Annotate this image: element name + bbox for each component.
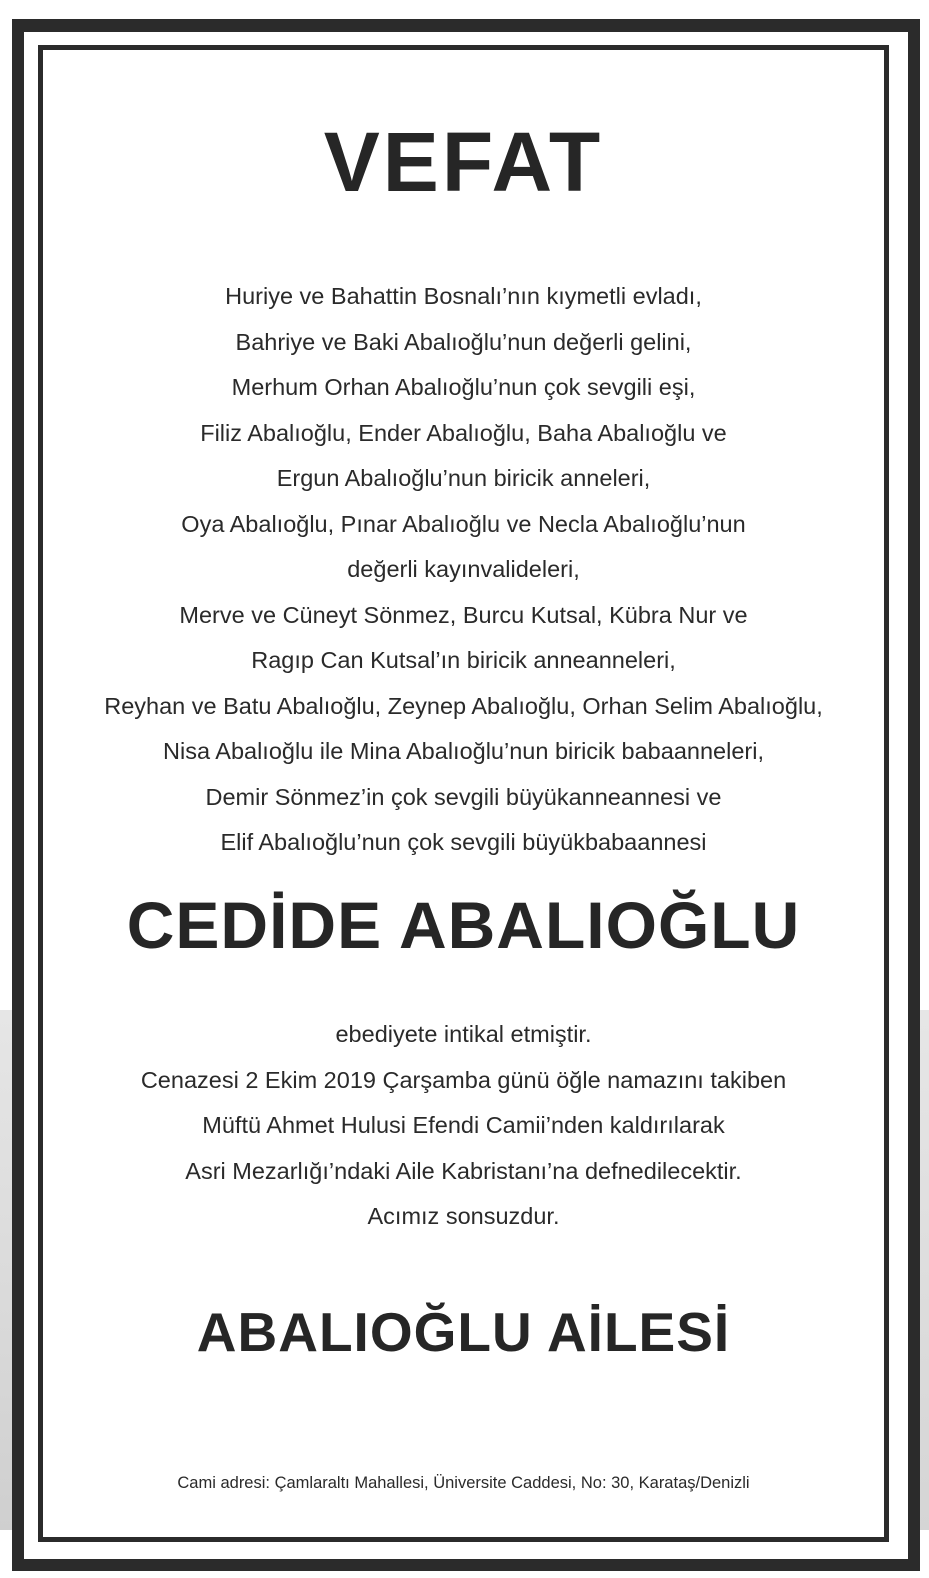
closing-line: ebediyete intikal etmiştir. <box>335 1021 592 1047</box>
obituary-notice <box>38 45 889 1542</box>
intro-line: Filiz Abalıoğlu, Ender Abalıoğlu, Baha Abalıoğlu ve <box>200 419 727 446</box>
intro-line: Ergun Abalıoğlu’nun biricik anneleri, <box>276 465 651 491</box>
intro-line: Merhum Orhan Abalıoğlu’nun çok sevgili eşi, <box>231 374 696 400</box>
intro-line: Reyhan ve Batu Abalıoğlu, Zeynep Abalıoğlu, Orhan Selim Abalıoğlu, <box>104 692 823 719</box>
notice-title: VEFAT <box>323 115 604 209</box>
deceased-name: CEDİDE ABALIOĞLU <box>126 888 801 962</box>
intro-line: Huriye ve Bahattin Bosnalı’nın kıymetli evladı, <box>225 283 702 309</box>
intro-line: Oya Abalıoğlu, Pınar Abalıoğlu ve Necla Abalıoğlu’nun <box>181 510 746 537</box>
intro-line: Demir Sönmez’in çok sevgili büyükanneannesi ve <box>205 783 722 810</box>
intro-line: Bahriye ve Baki Abalıoğlu’nun değerli gelini, <box>235 328 692 355</box>
intro-line: Ragıp Can Kutsal’ın biricik anneanneleri, <box>251 647 676 673</box>
page-edge-shadow-right <box>920 1010 929 1530</box>
intro-paragraph <box>38 274 889 866</box>
closing-line: Acımız sonsuzdur. <box>367 1203 560 1229</box>
family-signature: ABALIOĞLU AİLESİ <box>196 1301 731 1363</box>
page-edge-shadow-left <box>0 1010 12 1530</box>
mosque-address: Cami adresi: Çamlaraltı Mahallesi, Üniversite Caddesi, No: 30, Karataş/Denizli <box>177 1474 750 1492</box>
closing-line: Asri Mezarlığı’ndaki Aile Kabristanı’na defnedilecektir. <box>185 1157 742 1184</box>
intro-line: Elif Abalıoğlu’nun çok sevgili büyükbabaannesi <box>220 829 707 855</box>
intro-line: Merve ve Cüneyt Sönmez, Burcu Kutsal, Kübra Nur ve <box>179 601 748 628</box>
intro-line: değerli kayınvalideleri, <box>347 556 580 582</box>
closing-line: Müftü Ahmet Hulusi Efendi Camii’nden kaldırılarak <box>202 1112 725 1138</box>
intro-line: Nisa Abalıoğlu ile Mina Abalıoğlu’nun biricik babaanneleri, <box>163 738 764 764</box>
closing-line: Cenazesi 2 Ekim 2019 Çarşamba günü öğle namazını takiben <box>140 1066 787 1093</box>
closing-paragraph <box>38 1012 889 1240</box>
